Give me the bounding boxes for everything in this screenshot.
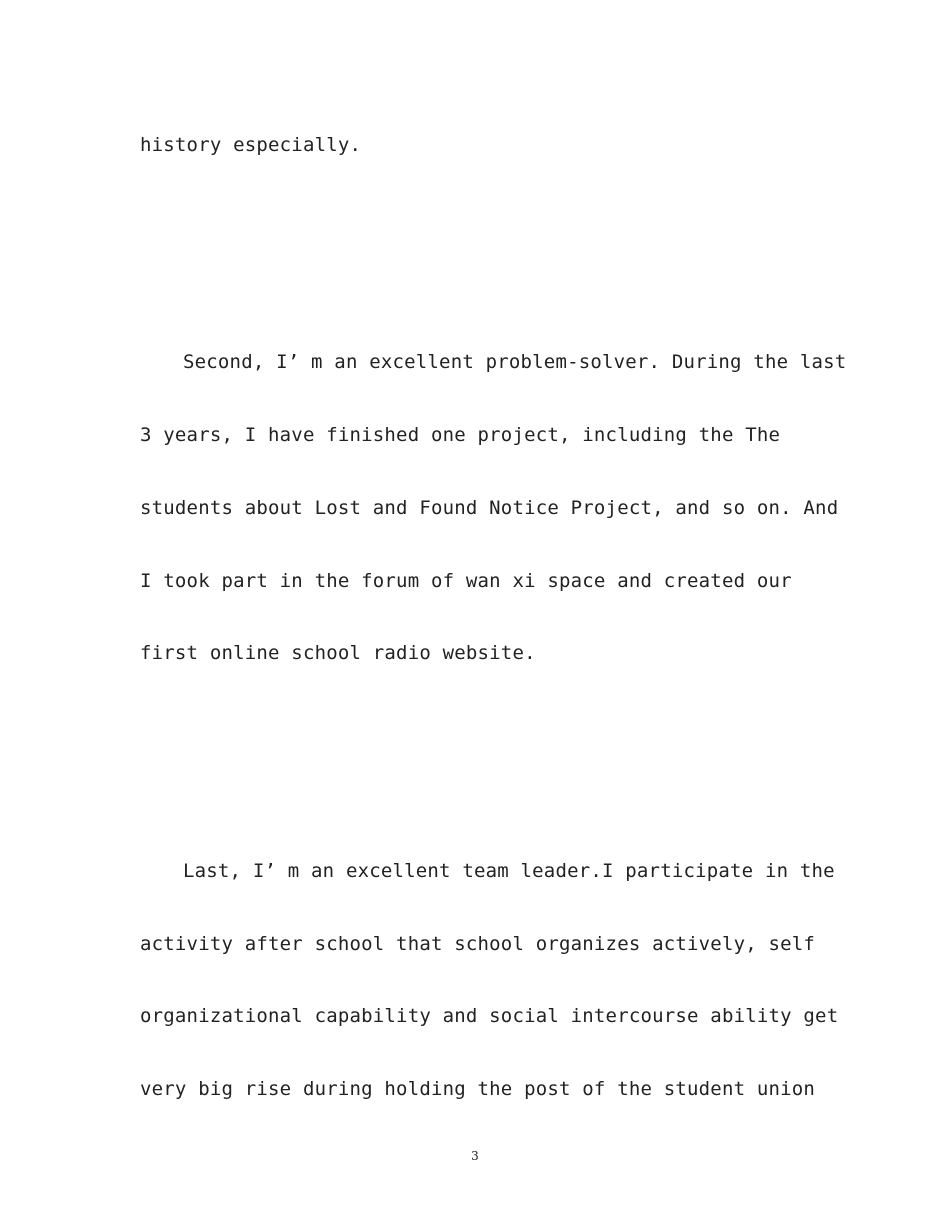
paragraph-2-line-3: students about Lost and Found Notice Project, and so on. And bbox=[140, 497, 839, 519]
paragraph-1-line-1: history especially. bbox=[140, 134, 362, 156]
paragraph-3-line-2: activity after school that school organizes actively, self bbox=[140, 933, 816, 955]
paragraph-3-line-4: very big rise during holding the post of the student union bbox=[140, 1078, 816, 1100]
paragraph-2-line-1: Second, I’ m an excellent problem-solver. During the last bbox=[183, 351, 847, 373]
paragraph-3-line-1: Last, I’ m an excellent team leader.I participate in the bbox=[183, 860, 835, 882]
paragraph-2-line-4: I took part in the forum of wan xi space and created our bbox=[140, 570, 792, 592]
paragraph-2-line-5: first online school radio website. bbox=[140, 642, 536, 664]
paragraph-3-line-3: organizational capability and social intercourse ability get bbox=[140, 1005, 839, 1027]
page-number: 3 bbox=[471, 1149, 479, 1163]
paragraph-2-line-2: 3 years, I have finished one project, including the The bbox=[140, 424, 781, 446]
